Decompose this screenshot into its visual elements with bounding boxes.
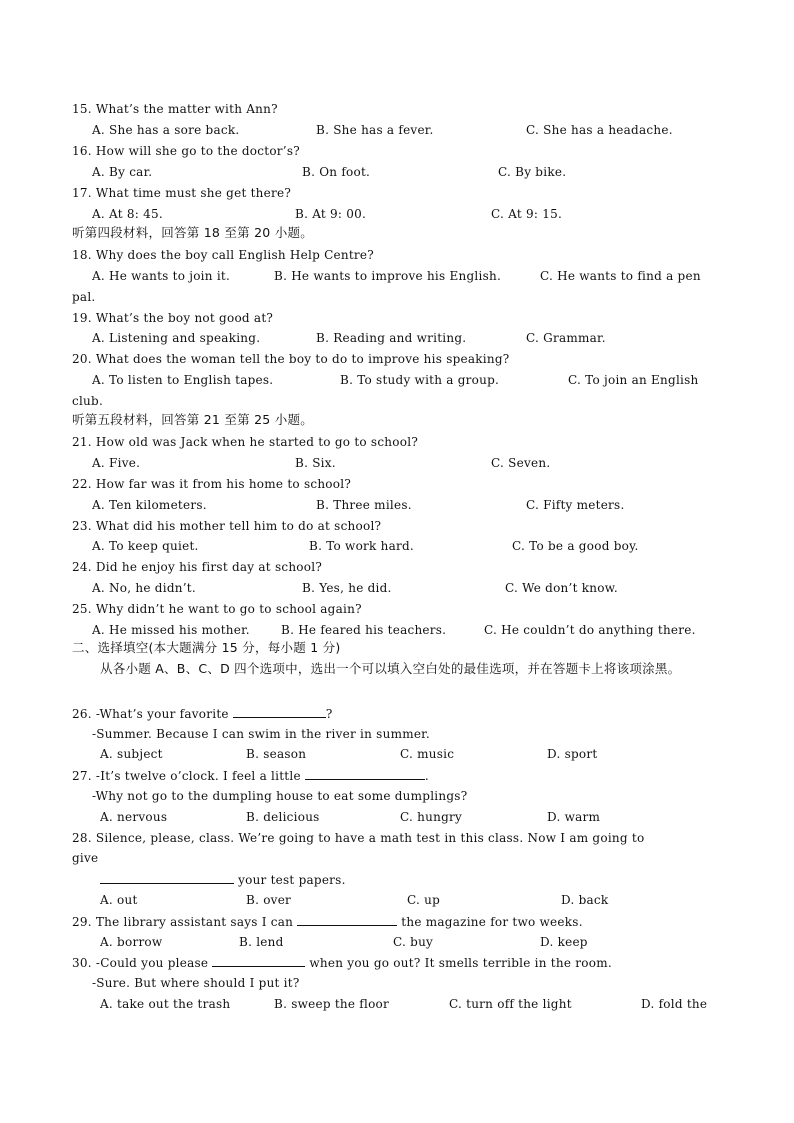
question-27-option-b: B. delicious — [246, 810, 320, 824]
part-2-title: 二、选择填空(本大题满分 15 分，每小题 1 分) — [72, 640, 341, 655]
question-30-stem-end: when you go out? It smells terrible in the room. — [305, 956, 612, 970]
question-22-option-a: A. Ten kilometers. — [92, 498, 207, 512]
question-19-option-c: C. Grammar. — [526, 331, 606, 345]
question-26-stem-end: ? — [325, 707, 333, 721]
question-24-stem: 24. Did he enjoy his first day at school? — [72, 560, 323, 574]
question-30-stem — [72, 955, 612, 969]
question-20-option-b: B. To study with a group. — [340, 373, 500, 387]
question-17-stem: 17. What time must she get there? — [72, 186, 292, 200]
question-27-stem — [72, 768, 429, 782]
question-25-stem: 25. Why didn’t he want to go to school again? — [72, 602, 362, 616]
question-19-stem: 19. What’s the boy not good at? — [72, 311, 274, 325]
question-30-blank — [212, 955, 305, 967]
section-4-heading: 听第四段材料，回答第 18 至第 20 小题。 — [72, 225, 313, 240]
question-25-option-b: B. He feared his teachers. — [281, 623, 447, 637]
question-23-stem: 23. What did his mother tell him to do at school? — [72, 519, 382, 533]
question-21-option-b: B. Six. — [295, 456, 336, 470]
question-30-option-c: C. turn off the light — [449, 997, 572, 1011]
question-20-option-c: C. To join an English — [568, 373, 699, 387]
question-16-option-a: A. By car. — [92, 165, 153, 179]
question-27-stem-end: . — [424, 769, 429, 783]
question-27-option-d: D. warm — [547, 810, 601, 824]
question-20-stem: 20. What does the woman tell the boy to do to improve his speaking? — [72, 352, 510, 366]
question-29-option-b: B. lend — [239, 935, 284, 949]
question-17-option-a: A. At 8: 45. — [92, 207, 163, 221]
question-22-option-b: B. Three miles. — [316, 498, 412, 512]
question-20-option-c-continued: club. — [72, 394, 104, 408]
question-30-option-d: D. fold the — [641, 997, 708, 1011]
question-29-option-a: A. borrow — [100, 935, 163, 949]
question-26-option-b: B. season — [246, 747, 307, 761]
question-18-option-c: C. He wants to find a pen — [540, 269, 701, 283]
question-20-option-a: A. To listen to English tapes. — [92, 373, 274, 387]
question-27-blank — [305, 768, 425, 780]
question-29-stem-end: the magazine for two weeks. — [397, 915, 583, 929]
question-28-stem-wrap: give — [72, 851, 99, 865]
question-29-option-c: C. buy — [393, 935, 434, 949]
question-17-option-b: B. At 9: 00. — [295, 207, 367, 221]
question-22-option-c: C. Fifty meters. — [526, 498, 625, 512]
question-28-blank — [100, 872, 234, 884]
question-18-option-b: B. He wants to improve his English. — [274, 269, 502, 283]
question-21-option-a: A. Five. — [92, 456, 141, 470]
question-19-option-a: A. Listening and speaking. — [92, 331, 261, 345]
question-28-option-d: D. back — [561, 893, 609, 907]
question-29-stem — [72, 914, 583, 928]
question-28-option-b: B. over — [246, 893, 292, 907]
question-26-reply: -Summer. Because I can swim in the river in summer. — [92, 727, 430, 741]
question-16-option-b: B. On foot. — [302, 165, 371, 179]
question-15-option-c: C. She has a headache. — [526, 123, 673, 137]
question-17-option-c: C. At 9: 15. — [491, 207, 563, 221]
question-26-option-d: D. sport — [547, 747, 598, 761]
section-5-heading: 听第五段材料，回答第 21 至第 25 小题。 — [72, 412, 313, 427]
question-19-option-b: B. Reading and writing. — [316, 331, 467, 345]
question-16-stem: 16. How will she go to the doctor’s? — [72, 144, 300, 158]
question-26-option-a: A. subject — [100, 747, 163, 761]
question-30-stem-text: 30. -Could you please — [72, 956, 213, 970]
question-29-stem-text: 29. The library assistant says I can — [72, 915, 298, 929]
question-15-stem: 15. What’s the matter with Ann? — [72, 102, 278, 116]
question-25-option-a: A. He missed his mother. — [92, 623, 250, 637]
question-28-line-2-text: your test papers. — [234, 873, 346, 887]
question-26-option-c: C. music — [400, 747, 455, 761]
question-23-option-a: A. To keep quiet. — [92, 539, 199, 553]
part-2-instruction: 从各小题 A、B、C、D 四个选项中，选出一个可以填入空白处的最佳选项，并在答题卡上将该项涂黑。 — [100, 661, 681, 676]
question-15-option-a: A. She has a sore back. — [92, 123, 240, 137]
question-21-stem: 21. How old was Jack when he started to go to school? — [72, 435, 419, 449]
question-27-reply: -Why not go to the dumpling house to eat some dumplings? — [92, 789, 468, 803]
question-16-option-c: C. By bike. — [498, 165, 567, 179]
question-26-stem-text: 26. -What’s your favorite — [72, 707, 233, 721]
question-24-option-a: A. No, he didn’t. — [92, 581, 196, 595]
question-21-option-c: C. Seven. — [491, 456, 551, 470]
question-26-blank — [233, 706, 326, 718]
question-24-option-b: B. Yes, he did. — [302, 581, 392, 595]
question-26-stem — [72, 706, 333, 720]
question-18-option-a: A. He wants to join it. — [92, 269, 231, 283]
question-23-option-b: B. To work hard. — [309, 539, 414, 553]
question-27-option-c: C. hungry — [400, 810, 463, 824]
question-28-option-c: C. up — [407, 893, 441, 907]
question-30-reply: -Sure. But where should I put it? — [92, 976, 300, 990]
question-15-option-b: B. She has a fever. — [316, 123, 434, 137]
question-27-stem-text: 27. -It’s twelve o’clock. I feel a little — [72, 769, 305, 783]
question-28-line-2 — [100, 872, 346, 886]
question-30-option-b: B. sweep the floor — [274, 997, 390, 1011]
question-22-stem: 22. How far was it from his home to school? — [72, 477, 352, 491]
question-23-option-c: C. To be a good boy. — [512, 539, 639, 553]
question-30-option-a: A. take out the trash — [100, 997, 231, 1011]
question-29-blank — [297, 914, 397, 926]
question-27-option-a: A. nervous — [100, 810, 168, 824]
question-28-option-a: A. out — [100, 893, 138, 907]
question-24-option-c: C. We don’t know. — [505, 581, 618, 595]
question-25-option-c: C. He couldn’t do anything there. — [484, 623, 696, 637]
question-28-stem: 28. Silence, please, class. We’re going to have a math test in this class. Now I am going to — [72, 831, 645, 845]
question-29-option-d: D. keep — [540, 935, 588, 949]
question-18-stem: 18. Why does the boy call English Help Centre? — [72, 248, 374, 262]
question-18-option-c-continued: pal. — [72, 290, 96, 304]
